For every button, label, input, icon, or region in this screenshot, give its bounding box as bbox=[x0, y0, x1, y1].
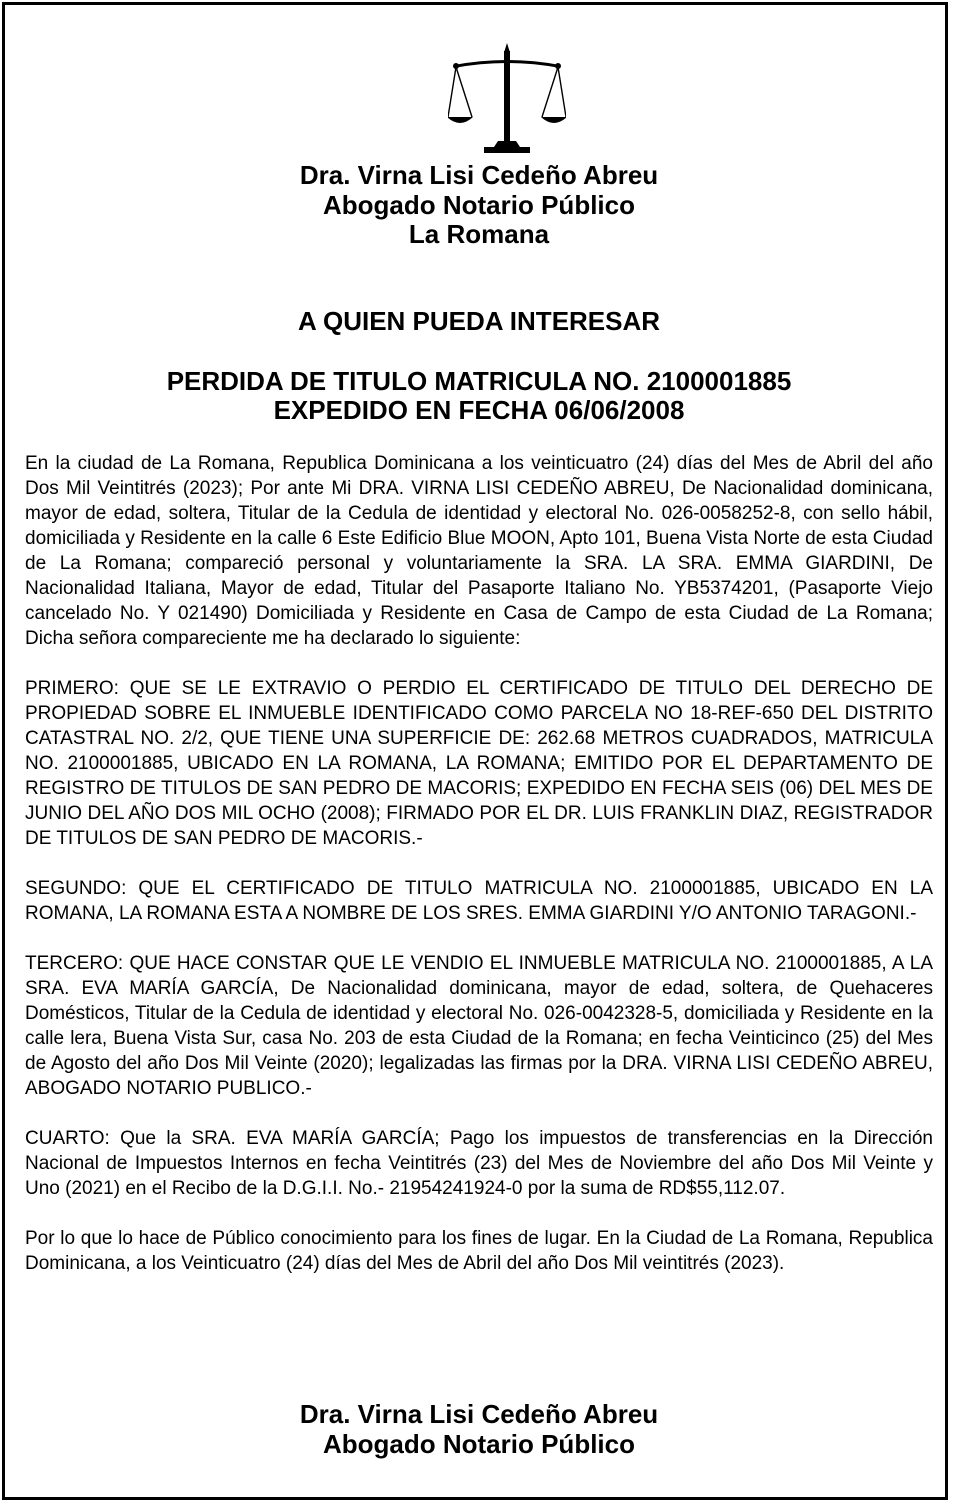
notice-body bbox=[25, 451, 933, 1301]
primero-paragraph: PRIMERO: QUE SE LE EXTRAVIO O PERDIO EL CERTIFICADO DE TITULO DEL DERECHO DE PROPIEDAD SOBRE EL INMUEBLE IDENTIFICADO COMO PARCELA NO 18-REF-650 DEL DISTRITO CATASTRAL NO. 2/2, QUE TIENE UNA SUPERFICIE DE: 262.68 METROS CUADRADOS, MATRICULA NO. 2100001885, UBICADO EN LA ROMANA, LA ROMANA; EMITIDO POR EL DEPARTAMENTO DE REGISTRO DE TITULOS DE SAN PEDRO DE MACORIS; EXPEDIDO EN FECHA SEIS (06) DEL MES DE JUNIO DEL AÑO DOS MIL OCHO (2008); FIRMADO POR EL DR. LUIS FRANKLIN DIAZ, REGISTRADOR DE TITULOS DE SAN PEDRO DE MACORIS.- bbox=[25, 678, 933, 849]
subject-line-2: EXPEDIDO EN FECHA 06/06/2008 bbox=[273, 395, 685, 425]
intro-paragraph: En la ciudad de La Romana, Republica Dominicana a los veinticuatro (24) días del Mes de Abril del año Dos Mil Veintitrés (2023); Por ante Mi DRA. VIRNA LISI CEDEÑO ABREU, De Nacionalidad dominicana, mayor de edad, soltera, Titular de la Cedula de identidad y electoral No. 026-0058252-8, con sello hábil, domiciliada y Residente en la calle 6 Este Edificio Blue MOON, Apto 101, Buena Vista Norte de esta Ciudad de La Romana; compareció personal y voluntariamente la SRA. LA SRA. EMMA GIARDINI, De Nacionalidad Italiana, Mayor de edad, Titular del Pasaporte Italiano No. YB5374201, (Pasaporte Viejo cancelado No. Y 021490) Domiciliada y Residente en Casa de Campo de esta Ciudad de La Romana; Dicha señora compareciente me ha declarado lo siguiente: bbox=[25, 453, 933, 649]
notary-name: Dra. Virna Lisi Cedeño Abreu bbox=[299, 160, 659, 190]
subject-line-1: PERDIDA DE TITULO MATRICULA NO. 2100001885 bbox=[166, 366, 792, 396]
notice-border bbox=[2, 2, 948, 1500]
closing-paragraph: Por lo que lo hace de Público conocimiento para los fines de lugar. En la Ciudad de La Romana, Republica Dominicana, a los Veinticuatro (24) días del Mes de Abril del año Dos Mil veintitrés (2023). bbox=[25, 1228, 933, 1274]
notary-title: Abogado Notario Público bbox=[323, 189, 635, 220]
signature-block bbox=[25, 1399, 933, 1459]
letterhead bbox=[25, 161, 933, 250]
notary-location: La Romana bbox=[408, 219, 550, 249]
signature-name: Dra. Virna Lisi Cedeño Abreu bbox=[299, 1399, 659, 1429]
signature-title: Abogado Notario Público bbox=[323, 1429, 635, 1459]
notice-heading: A QUIEN PUEDA INTERESAR bbox=[297, 306, 661, 336]
notice-subject bbox=[25, 367, 933, 425]
tercero-paragraph: TERCERO: QUE HACE CONSTAR QUE LE VENDIO EL INMUEBLE MATRICULA NO. 2100001885, A LA SRA. EVA MARÍA GARCÍA, De Nacionalidad dominicana, mayor de edad, soltera, de Quehaceres Domésticos, Titular de la Cedula de identidad y electoral No. 026-0042328-5, domiciliada y Residente en la calle lera, Buena Vista Sur, casa No. 203 de esta Ciudad de la Romana; en fecha Veinticinco (25) del Mes de Agosto del año Dos Mil Veinte (2020); legalizadas las firmas por la DRA. VIRNA LISI CEDEÑO ABREU, ABOGADO NOTARIO PUBLICO.- bbox=[25, 953, 933, 1099]
scales-of-justice-icon bbox=[448, 43, 566, 155]
cuarto-paragraph: CUARTO: Que la SRA. EVA MARÍA GARCÍA; Pago los impuestos de transferencias en la Dirección Nacional de Impuestos Internos en fecha Veintitrés (23) del Mes de Noviembre del año Dos Mil Veinte y Uno (2021) en el Recibo de la D.G.I.I. No.- 21954241924-0 por la suma de RD$55,112.07. bbox=[25, 1128, 933, 1199]
segundo-paragraph: SEGUNDO: QUE EL CERTIFICADO DE TITULO MATRICULA NO. 2100001885, UBICADO EN LA ROMANA, LA ROMANA ESTA A NOMBRE DE LOS SRES. EMMA GIARDINI Y/O ANTONIO TARAGONI.- bbox=[25, 878, 933, 924]
